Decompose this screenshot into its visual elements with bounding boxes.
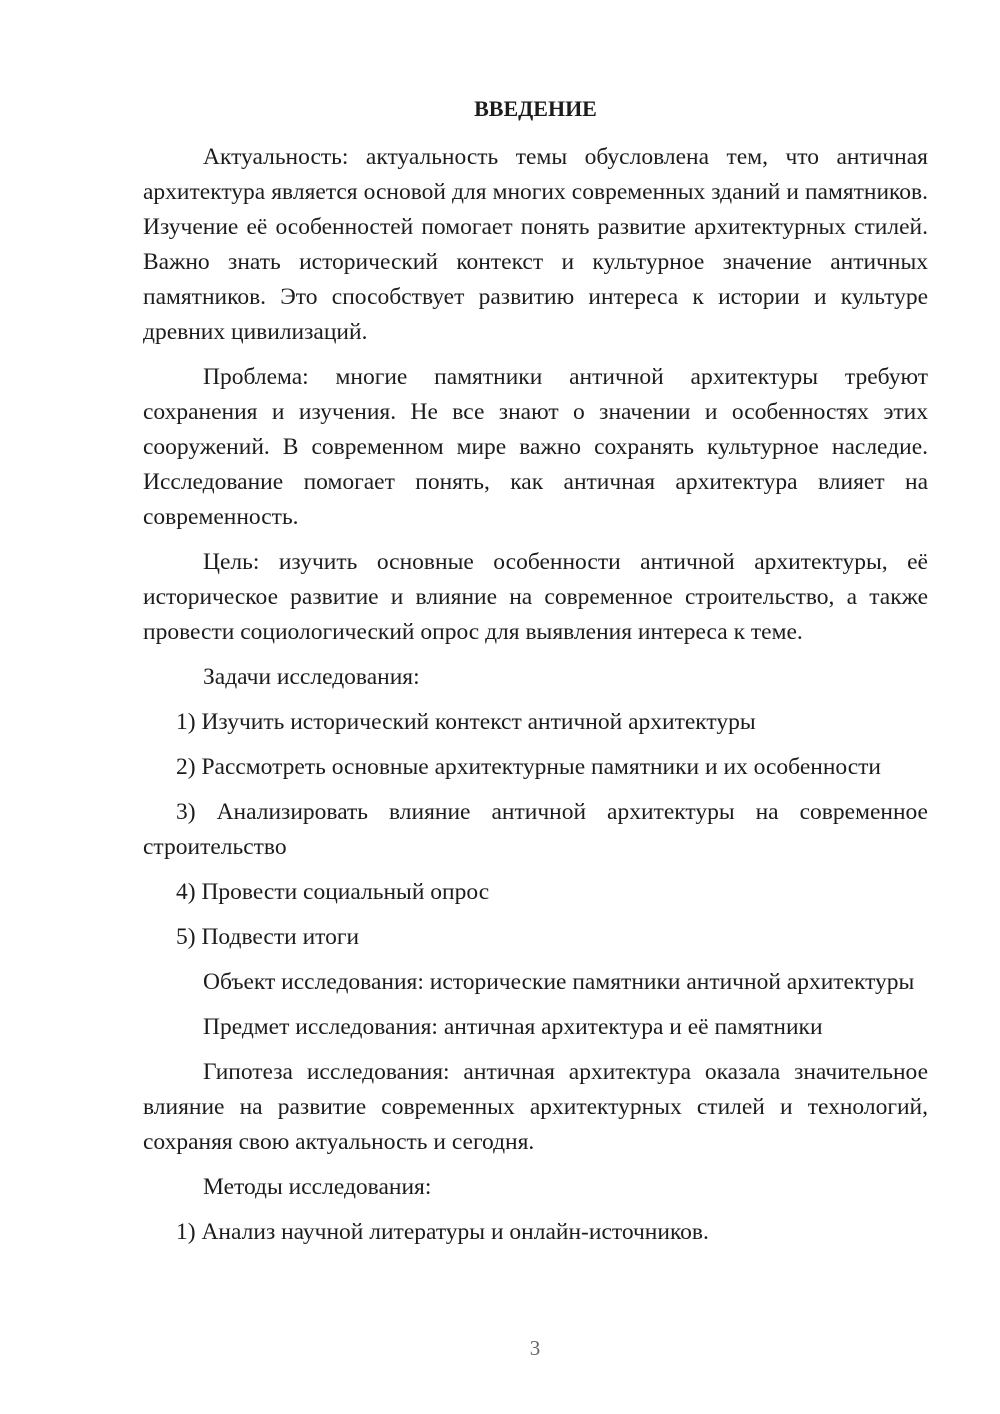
task-item-3: 3) Анализировать влияние античной архитектуры на современное строительство xyxy=(143,799,928,860)
task-item-4: 4) Провести социальный опрос xyxy=(176,879,490,905)
relevance-paragraph: Актуальность: актуальность темы обусловлена тем, что античная архитектура является основой для многих современных зданий и памятников. Изучение её особенностей помогает понять развитие архитектурных стилей. Важно знать исторический контекст и культурное значение античных памятников. Это способствует развитию интереса к истории и культуре древних цивилизаций. xyxy=(143,144,928,345)
hypothesis-paragraph: Гипотеза исследования: античная архитектура оказала значительное влияние на развитие современных архитектурных стилей и технологий, сохраняя свою актуальность и сегодня. xyxy=(143,1059,928,1155)
task-item-5: 5) Подвести итоги xyxy=(176,924,360,950)
subject-paragraph: Предмет исследования: античная архитектура и её памятники xyxy=(203,1014,823,1040)
problem-paragraph: Проблема: многие памятники античной архитектуры требуют сохранения и изучения. Не все знают о значении и особенностях этих сооружений. В современном мире важно сохранять культурное наследие. Исследование помогает понять, как античная архитектура влияет на современность. xyxy=(143,364,928,530)
object-paragraph: Объект исследования: исторические памятники античной архитектуры xyxy=(203,969,915,995)
page-number: 3 xyxy=(529,1336,541,1360)
document-page xyxy=(143,94,928,1260)
task-item-2: 2) Рассмотреть основные архитектурные памятники и их особенности xyxy=(176,754,882,780)
method-item-1: 1) Анализ научной литературы и онлайн-источников. xyxy=(176,1219,709,1245)
methods-heading: Методы исследования: xyxy=(203,1174,432,1200)
goal-paragraph: Цель: изучить основные особенности античной архитектуры, её историческое развитие и влияние на современное строительство, а также провести социологический опрос для выявления интереса к теме. xyxy=(143,549,928,645)
page-title: ВВЕДЕНИЕ xyxy=(474,96,597,121)
tasks-heading: Задачи исследования: xyxy=(203,664,420,690)
task-item-1: 1) Изучить исторический контекст античной архитектуры xyxy=(176,709,756,735)
